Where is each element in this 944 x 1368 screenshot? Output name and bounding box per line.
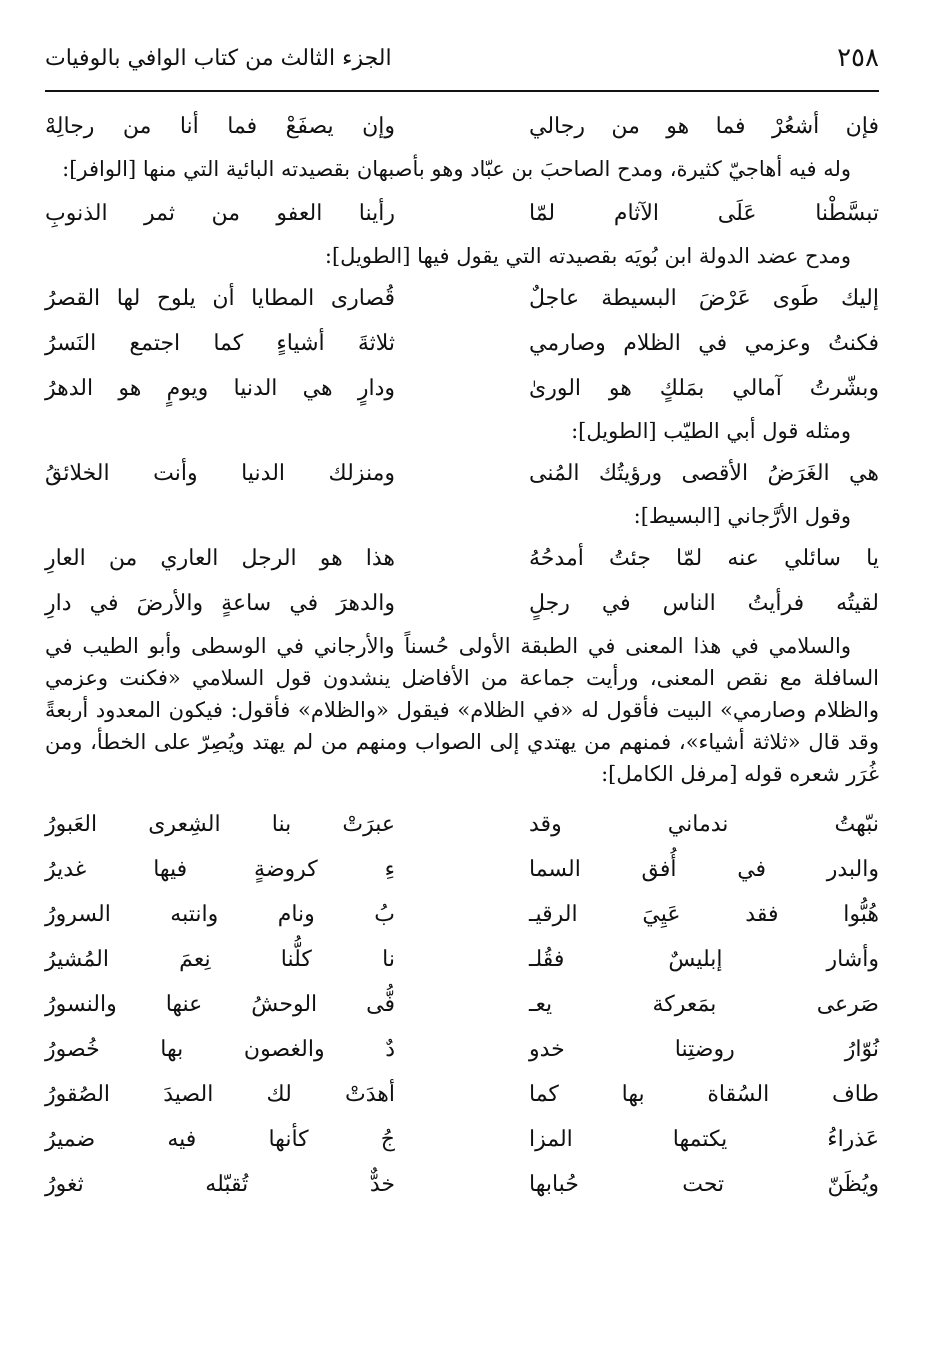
verse-second-hemistich: نا كلُّنا نِعمَ المُشيرُ (45, 947, 395, 972)
page-header (45, 38, 879, 78)
running-title: الجزء الثالث من كتاب الوافي بالوفيات (45, 45, 392, 71)
verse-line (45, 104, 879, 149)
verse-line (45, 1117, 879, 1162)
verse-first-hemistich: هُبُّوا فقد عَيِيَ الرقيـ (529, 902, 879, 927)
verse-second-hemistich: هذا هو الرجل العاري من العارِ (45, 546, 395, 571)
verse-second-hemistich: ثلاثةَ أشياءٍ كما اجتمع النَسرُ (45, 331, 395, 356)
verse-line (45, 1072, 879, 1117)
verse-second-hemistich: جُ كأنها فيه ضميرُ (45, 1127, 395, 1152)
verse-intro: ومدح عضد الدولة ابن بُويَه بقصيدته التي يقول فيها [الطويل]: (324, 244, 851, 268)
verse-second-hemistich: رأينا العفو من ثمر الذنوبِ (45, 201, 395, 226)
header-rule (45, 90, 879, 92)
verse-line (45, 802, 879, 847)
verse-second-hemistich: بُ ونام وانتبه السرورُ (45, 902, 395, 927)
verse-line (45, 892, 879, 937)
verse-line (45, 581, 879, 626)
verse-first-hemistich: لقيتُه فرأيتُ الناس في رجلٍ (529, 591, 879, 616)
verse-first-hemistich: فإن أشعُرْ فما هو من رجالي (529, 114, 879, 139)
verse-second-hemistich: فُّى الوحشُ عنها والنسورُ (45, 992, 395, 1017)
verse-second-hemistich: عبرَتْ بنا الشِعرى العَبورُ (45, 812, 395, 837)
verse-line (45, 366, 879, 411)
verse-first-hemistich: نبّهتُ ندماني وقد (529, 812, 879, 837)
verse-intro: وقول الأرَّجاني [البسيط]: (633, 504, 851, 528)
verse-line (45, 1027, 879, 1072)
verse-second-hemistich: وإن يصفَعْ فما أنا من رجالِهْ (45, 114, 395, 139)
verse-first-hemistich: فكنتُ وعزمي في الظلام وصارمي (529, 331, 879, 356)
verse-line (45, 276, 879, 321)
verse-first-hemistich: عَذراءُ يكتمها المزا (529, 1127, 879, 1152)
verse-second-hemistich: ومنزلك الدنيا وأنت الخلائقُ (45, 461, 395, 486)
verse-first-hemistich: صَرعى بمَعركة يعـ (529, 992, 879, 1017)
verse-line (45, 191, 879, 236)
verse-first-hemistich: وأشار إبليسٌ فقُلـ (529, 947, 879, 972)
page-number: ٢٥٨ (837, 43, 879, 73)
verse-second-hemistich: ودارٍ هي الدنيا ويومٍ هو الدهرُ (45, 376, 395, 401)
verse-first-hemistich: نُوّارُ روضتِنا خدو (529, 1037, 879, 1062)
verse-first-hemistich: والبدر في أُفق السما (529, 857, 879, 882)
verse-second-hemistich: خدٌّ تُقبّله ثغورُ (45, 1172, 395, 1197)
prose-paragraph: والسلامي في هذا المعنى في الطبقة الأولى حُسناً والأرجاني في الوسطى وأبو الطيب في السافلة مع نقص المعنى، ورأيت جماعة من الأفاضل ينشدون قول السلامي «فكنت وعزمي والظلام وصارمي» البيت فأقول له «في الظلام» فيقول «والظلام» فأقول: فيكون المعدود أربعةً وقد قال «ثلاثة أشياء»، فمنهم من يهتدي إلى الصواب ومنهم من لم يهتد ويُصِرّ على الخطأ، ومن غُرَر شعره قوله [مرفل الكامل]: (45, 634, 879, 786)
verse-second-hemistich: دٌ والغصون بها خُصورُ (45, 1037, 395, 1062)
verse-line (45, 847, 879, 892)
verse-first-hemistich: إليك طَوى عَرْضَ البسيطة عاجلٌ (529, 286, 879, 311)
verse-first-hemistich: يا سائلي عنه لمّا جئتُ أمدحُهُ (529, 546, 879, 571)
verse-second-hemistich: قُصارى المطايا أن يلوح لها القصرُ (45, 286, 395, 311)
verse-second-hemistich: أهدَتْ لك الصيدَ الصُقورُ (45, 1082, 395, 1107)
verse-first-hemistich: هي الغَرَضُ الأقصى ورؤيتُك المُنى (529, 461, 879, 486)
verse-line (45, 1162, 879, 1207)
verse-line (45, 937, 879, 982)
verse-first-hemistich: ويُظَنّ تحت حُبابها (529, 1172, 879, 1197)
verse-first-hemistich: وبشّرتُ آمالي بمَلكٍ هو الورىٰ (529, 376, 879, 401)
verse-first-hemistich: طاف السُقاة بها كما (529, 1082, 879, 1107)
verse-intro: ومثله قول أبي الطيّب [الطويل]: (571, 419, 851, 443)
verse-line (45, 321, 879, 366)
verse-second-hemistich: ءِ كروضةٍ فيها غديرُ (45, 857, 395, 882)
verse-line (45, 536, 879, 581)
verse-line (45, 982, 879, 1027)
prose-paragraph: وله فيه أهاجيّ كثيرة، ومدح الصاحبَ بن عبّاد وهو بأصبهان بقصيدته البائية التي منها [الوافر]: (62, 157, 851, 181)
verse-first-hemistich: تبسَّطْنا عَلَى الآثام لمّا (529, 201, 879, 226)
verse-line (45, 451, 879, 496)
page-body (45, 104, 879, 1207)
verse-second-hemistich: والدهرَ في ساعةٍ والأرضَ في دارِ (45, 591, 395, 616)
